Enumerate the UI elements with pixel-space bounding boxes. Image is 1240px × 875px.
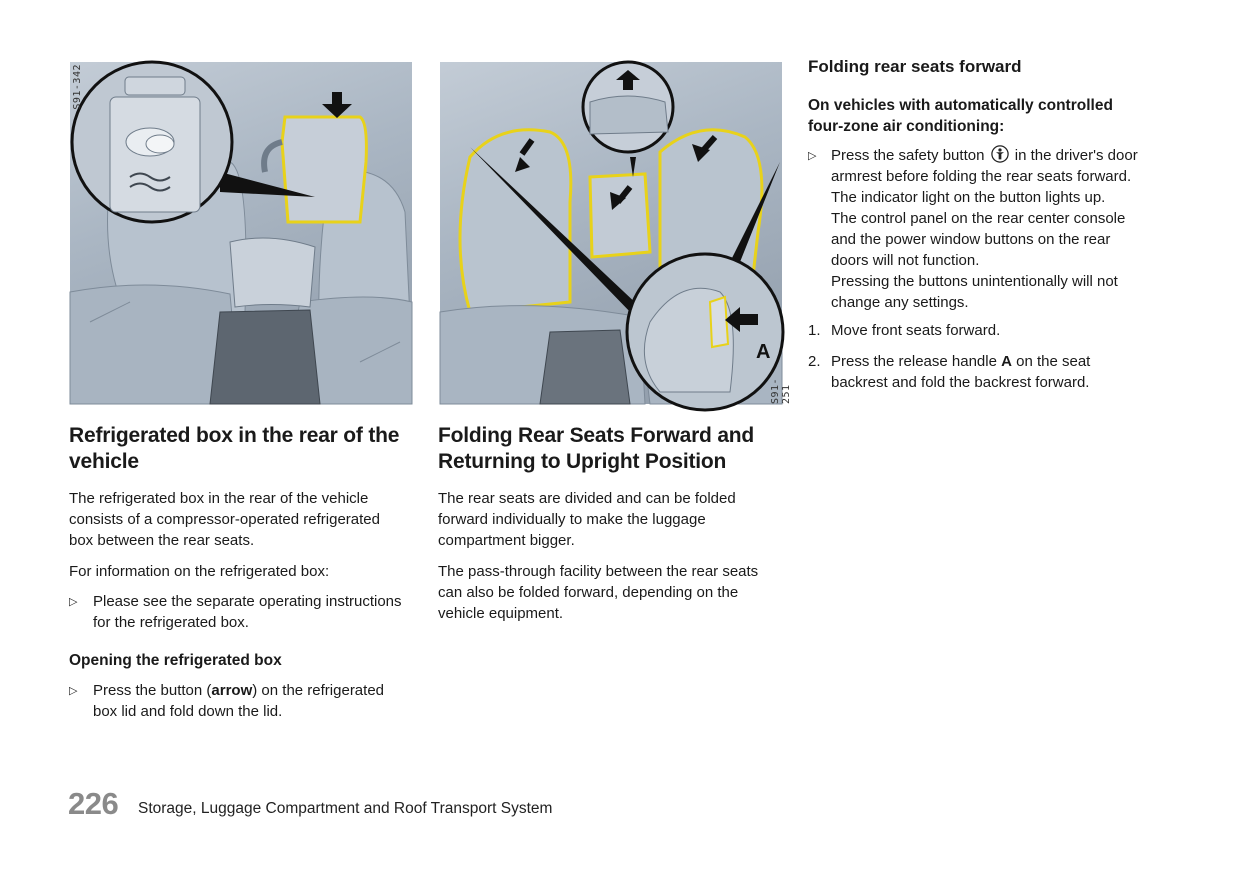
text-line: On vehicles with automatically controlled xyxy=(808,97,1113,114)
heading-folding-rear-seats: Folding rear seats forward xyxy=(808,57,1022,76)
paragraph-seats-divided xyxy=(438,488,736,551)
section-title-refrigerated-box xyxy=(69,423,429,475)
folding-seats-illustration xyxy=(440,62,782,404)
child-safety-icon xyxy=(991,145,1009,163)
text-line: The refrigerated box in the rear of the vehicle xyxy=(69,490,369,507)
paragraph-refrigerated-info: For information on the refrigerated box: xyxy=(69,563,330,580)
step-move-front-seats: Move front seats forward. xyxy=(831,322,1001,339)
text-line: box between the rear seats. xyxy=(69,532,255,549)
text-line: Pressing the buttons unintentionally will not xyxy=(831,273,1118,290)
release-handle-label: A xyxy=(756,341,771,363)
figure-code-right: S91-251 xyxy=(770,377,792,404)
paragraph-refrigerated-intro xyxy=(69,488,380,551)
title-line: Refrigerated box in the rear of the xyxy=(69,424,400,447)
bullet-safety-button xyxy=(831,145,1171,313)
text-fragment: Press the release handle xyxy=(831,353,1002,370)
bullet-see-instructions xyxy=(93,591,402,633)
bullet-triangle-icon: ▷ xyxy=(808,150,817,162)
section-title-folding-seats xyxy=(438,423,798,475)
text-line: change any settings. xyxy=(831,294,969,311)
text-line: doors will not function. xyxy=(831,252,980,269)
text-line: Please see the separate operating instructions xyxy=(93,593,402,610)
figure-refrigerated-box xyxy=(70,62,412,404)
bullet-triangle-icon: ▷ xyxy=(69,596,78,608)
text-fragment: Press the safety button xyxy=(831,147,985,164)
text-fragment: ) on the refrigerated xyxy=(252,682,385,699)
text-line: forward individually to make the luggage xyxy=(438,511,706,528)
text-fragment: on the seat xyxy=(1011,353,1091,370)
title-line: Returning to Upright Position xyxy=(438,450,727,473)
text-fragment: in the driver's door xyxy=(1014,147,1138,164)
bullet-triangle-icon: ▷ xyxy=(69,685,78,697)
step-press-release-handle xyxy=(831,351,1090,393)
subhead-four-zone-ac xyxy=(808,95,1113,137)
text-line: The control panel on the rear center console xyxy=(831,210,1126,227)
text-line: box lid and fold down the lid. xyxy=(93,703,283,720)
page-number: 226 xyxy=(68,786,119,821)
text-line: The pass-through facility between the rear seats xyxy=(438,563,759,580)
subhead-opening-box: Opening the refrigerated box xyxy=(69,652,282,669)
handle-label: A xyxy=(1001,353,1012,370)
text-line: The indicator light on the button lights up. xyxy=(831,189,1106,206)
text-line: consists of a compressor-operated refrigerated xyxy=(69,511,380,528)
paragraph-pass-through xyxy=(438,561,758,624)
text-line: The rear seats are divided and can be folded xyxy=(438,490,736,507)
footer-section-title: Storage, Luggage Compartment and Roof Transport System xyxy=(138,800,553,817)
bullet-press-button xyxy=(93,680,384,722)
figure-code-left: S91-342 xyxy=(72,64,83,110)
title-line: Folding Rear Seats Forward and xyxy=(438,424,755,447)
text-line: armrest before folding the rear seats forward. xyxy=(831,168,1132,185)
text-line: vehicle equipment. xyxy=(438,605,564,622)
arrow-keyword: arrow xyxy=(211,682,253,699)
text-line: backrest and fold the backrest forward. xyxy=(831,374,1090,391)
text-line: for the refrigerated box. xyxy=(93,614,249,631)
title-line: vehicle xyxy=(69,450,139,473)
step-number: 2. xyxy=(808,353,821,370)
text-line: compartment bigger. xyxy=(438,532,575,549)
figure-folding-seats xyxy=(440,62,792,404)
text-line: four-zone air conditioning: xyxy=(808,118,1005,135)
text-line: can also be folded forward, depending on the xyxy=(438,584,739,601)
text-line: and the power window buttons on the rear xyxy=(831,231,1111,248)
step-number: 1. xyxy=(808,322,821,339)
refrigerated-box-illustration xyxy=(70,62,412,404)
text-fragment: Press the button ( xyxy=(93,682,212,699)
